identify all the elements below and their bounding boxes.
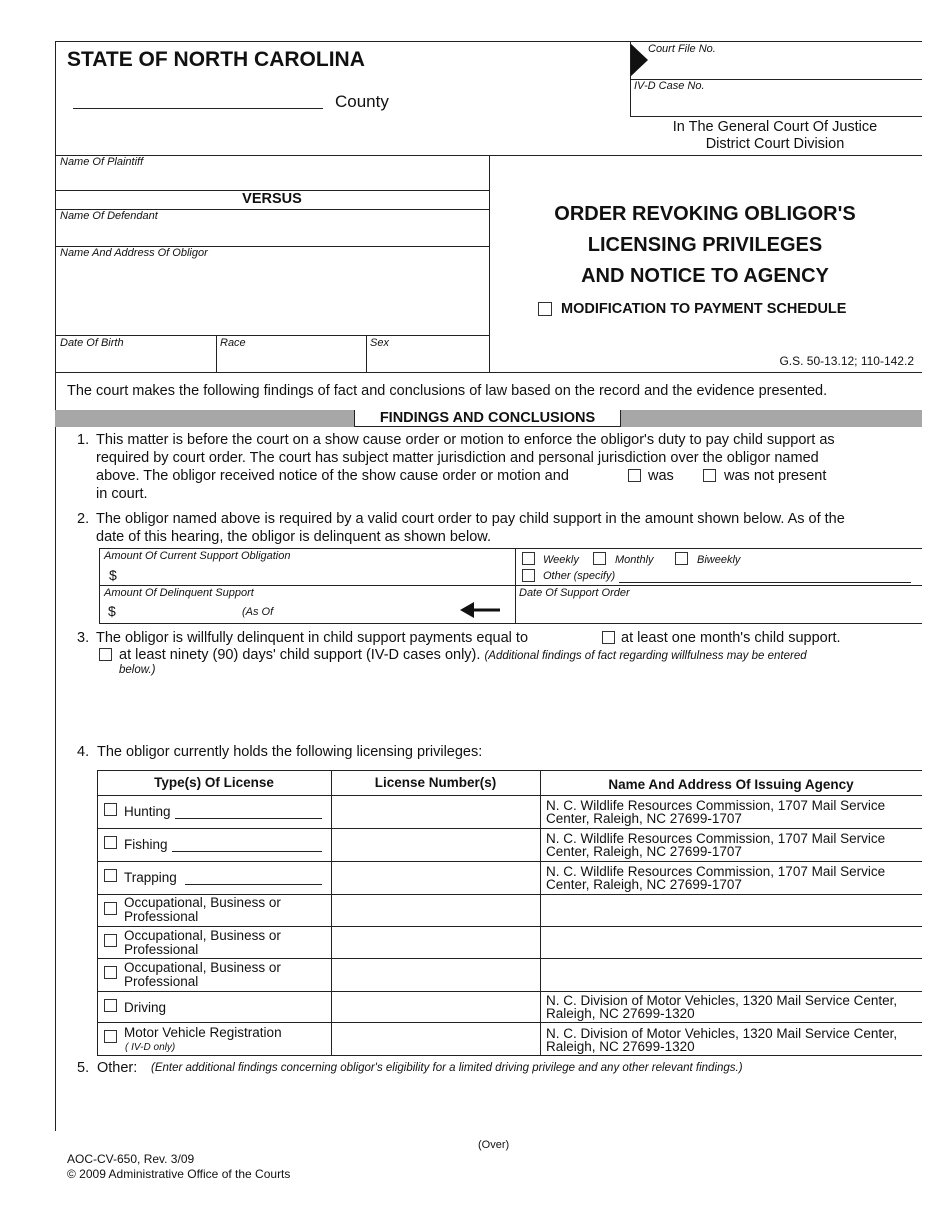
item-2-line-2: date of this hearing, the obligor is delinquent as shown below. xyxy=(96,529,491,545)
support-order-date-label: Date Of Support Order xyxy=(519,587,630,599)
one-month-checkbox[interactable] xyxy=(602,631,615,644)
court-line-2: District Court Division xyxy=(705,136,845,152)
license-type-input[interactable] xyxy=(185,884,322,885)
item-5-number: 5. xyxy=(77,1060,90,1076)
occupational-checkbox-3[interactable] xyxy=(104,966,117,979)
license-type: Driving xyxy=(124,1000,167,1015)
state-title: STATE OF NORTH CAROLINA xyxy=(67,48,365,71)
item-1-line-4: in court. xyxy=(96,486,148,502)
title-line-2: LICENSING PRIVILEGES xyxy=(587,234,823,256)
license-type-2: Professional xyxy=(124,974,199,989)
was-checkbox[interactable] xyxy=(628,469,641,482)
license-type-2: Professional xyxy=(124,942,199,957)
monthly-checkbox[interactable] xyxy=(593,552,606,565)
ninety-days-checkbox[interactable] xyxy=(99,648,112,661)
ninety-days-label xyxy=(119,647,807,665)
license-type: Occupational, Business or xyxy=(124,895,281,910)
occupational-checkbox-2[interactable] xyxy=(104,934,117,947)
fishing-checkbox[interactable] xyxy=(104,836,117,849)
as-of-label: (As Of xyxy=(242,606,274,618)
col-header-agency: Name And Address Of Issuing Agency xyxy=(608,777,854,792)
item-1-line-1: This matter is before the court on a show cause order or motion to enforce the obligor's duty to pay child support as xyxy=(96,432,835,448)
hunting-checkbox[interactable] xyxy=(104,803,117,816)
obligor-label: Name And Address Of Obligor xyxy=(60,247,208,259)
item-4-text: The obligor currently holds the following licensing privileges: xyxy=(97,744,483,760)
biweekly-label: Biweekly xyxy=(697,554,741,566)
agency-line-1: N. C. Division of Motor Vehicles, 1320 Mail Service Center, xyxy=(546,993,898,1008)
motor-vehicle-checkbox[interactable] xyxy=(104,1030,117,1043)
dob-label: Date Of Birth xyxy=(60,337,124,349)
other-label: Other (specify) xyxy=(543,570,616,582)
other-note: (Enter additional findings concerning obligor's eligibility for a limited driving privilege and any other relevant findings.) xyxy=(151,1062,743,1074)
license-type: Trapping xyxy=(124,870,177,885)
license-type: Occupational, Business or xyxy=(124,960,281,975)
county-label: County xyxy=(335,92,389,111)
intro-text: The court makes the following findings of fact and conclusions of law based on the record and the evidence presented. xyxy=(67,383,828,399)
form-number: AOC-CV-650, Rev. 3/09 xyxy=(67,1152,195,1166)
delinquent-support-dollar[interactable]: $ xyxy=(108,603,116,619)
weekly-label: Weekly xyxy=(543,554,579,566)
ivd-case-label: IV-D Case No. xyxy=(634,80,705,92)
occupational-checkbox-1[interactable] xyxy=(104,902,117,915)
item-1-line-3: above. The obligor received notice of the show cause order or motion and xyxy=(96,468,569,484)
item-4-number: 4. xyxy=(77,744,90,760)
was-not-label: was not present xyxy=(724,468,827,484)
agency-line-2: Raleigh, NC 27699-1320 xyxy=(546,1039,695,1054)
license-type-2: ( IV-D only) xyxy=(125,1042,176,1053)
license-type: Motor Vehicle Registration xyxy=(124,1025,282,1040)
license-type: Hunting xyxy=(124,804,171,819)
modification-checkbox[interactable] xyxy=(538,302,552,316)
race-label: Race xyxy=(220,337,246,349)
sex-label: Sex xyxy=(370,337,389,349)
ninety-days-text: at least ninety (90) days' child support (IV-D cases only). xyxy=(119,647,481,663)
agency-line-1: N. C. Wildlife Resources Commission, 1707 Mail Service xyxy=(546,831,886,846)
willfulness-note: (Additional findings of fact regarding willfulness may be entered xyxy=(484,650,807,662)
agency-line-1: N. C. Wildlife Resources Commission, 1707 Mail Service xyxy=(546,864,886,879)
agency-line-1: N. C. Division of Motor Vehicles, 1320 Mail Service Center, xyxy=(546,1026,898,1041)
current-support-label: Amount Of Current Support Obligation xyxy=(104,550,291,562)
item-3-number: 3. xyxy=(77,630,90,646)
was-not-checkbox[interactable] xyxy=(703,469,716,482)
arrow-marker-icon xyxy=(630,43,648,77)
col-header-type: Type(s) Of License xyxy=(154,775,274,790)
driving-checkbox[interactable] xyxy=(104,999,117,1012)
weekly-checkbox[interactable] xyxy=(522,552,535,565)
left-arrow-icon xyxy=(460,599,500,621)
license-type-input[interactable] xyxy=(172,851,322,852)
license-type: Occupational, Business or xyxy=(124,928,281,943)
court-file-label: Court File No. xyxy=(648,43,716,55)
one-month-label: at least one month's child support. xyxy=(621,630,841,646)
current-support-dollar[interactable]: $ xyxy=(109,567,117,583)
agency-line-2: Raleigh, NC 27699-1320 xyxy=(546,1006,695,1021)
item-2-number: 2. xyxy=(77,511,90,527)
delinquent-support-label: Amount Of Delinquent Support xyxy=(104,587,254,599)
plaintiff-label: Name Of Plaintiff xyxy=(60,156,144,168)
license-type: Fishing xyxy=(124,837,168,852)
findings-heading: FINDINGS AND CONCLUSIONS xyxy=(354,410,621,427)
agency-line-2: Center, Raleigh, NC 27699-1707 xyxy=(546,877,742,892)
item-1-number: 1. xyxy=(77,432,90,448)
was-label: was xyxy=(648,468,674,484)
item-3-line-1: The obligor is willfully delinquent in child support payments equal to xyxy=(96,630,529,646)
ivd-case-input[interactable] xyxy=(630,116,922,117)
license-type-input[interactable] xyxy=(175,818,322,819)
defendant-label: Name Of Defendant xyxy=(60,210,158,222)
county-input[interactable] xyxy=(73,108,323,109)
agency-line-2: Center, Raleigh, NC 27699-1707 xyxy=(546,844,742,859)
modification-label: MODIFICATION TO PAYMENT SCHEDULE xyxy=(561,301,847,317)
other-label: Other: xyxy=(97,1060,138,1076)
biweekly-checkbox[interactable] xyxy=(675,552,688,565)
trapping-checkbox[interactable] xyxy=(104,869,117,882)
copyright: © 2009 Administrative Office of the Courts xyxy=(67,1167,291,1181)
item-2-line-1: The obligor named above is required by a valid court order to pay child support in the amount shown below. As of the xyxy=(96,511,845,527)
title-line-3: AND NOTICE TO AGENCY xyxy=(581,265,829,287)
versus-label: VERSUS xyxy=(242,191,302,207)
item-1-line-2: required by court order. The court has subject matter jurisdiction and personal jurisdiction over the obligor named xyxy=(96,450,819,466)
monthly-label: Monthly xyxy=(615,554,654,566)
other-checkbox[interactable] xyxy=(522,569,535,582)
license-type-2: Professional xyxy=(124,909,199,924)
col-header-number: License Number(s) xyxy=(374,775,497,790)
willfulness-note-2: below.) xyxy=(119,664,156,676)
agency-line-2: Center, Raleigh, NC 27699-1707 xyxy=(546,811,742,826)
title-line-1: ORDER REVOKING OBLIGOR'S xyxy=(554,203,856,225)
statute-label: G.S. 50-13.12; 110-142.2 xyxy=(779,354,914,368)
court-line-1: In The General Court Of Justice xyxy=(672,119,878,135)
other-specify-input[interactable] xyxy=(619,582,911,583)
agency-line-1: N. C. Wildlife Resources Commission, 1707 Mail Service xyxy=(546,798,886,813)
over-label: (Over) xyxy=(478,1139,510,1151)
